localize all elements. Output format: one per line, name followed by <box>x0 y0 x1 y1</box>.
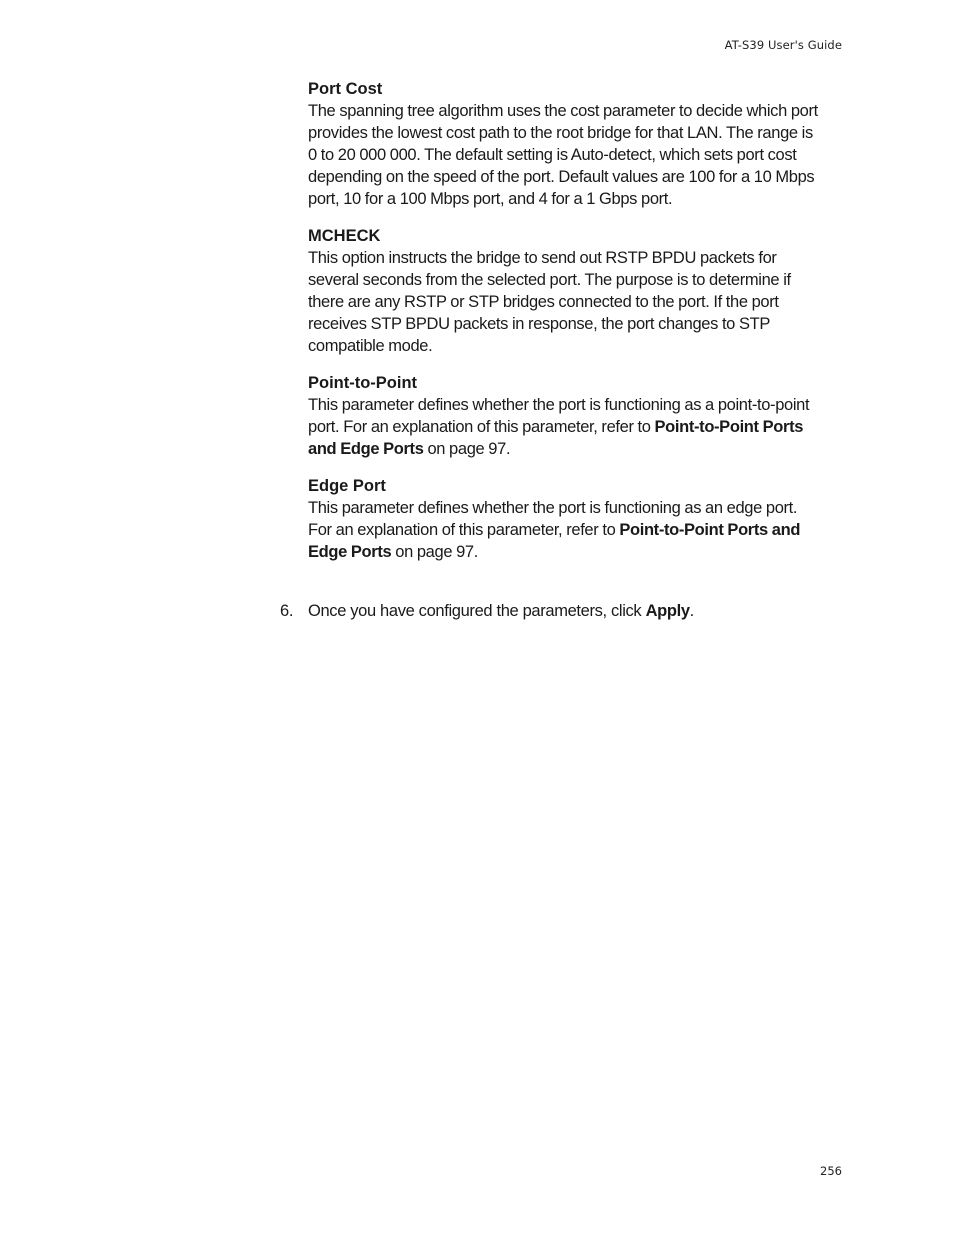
point-to-point-body-text: This parameter defines whether the port is functioning as a point-to-point port. For an explanation of this parameter, refer to <box>308 396 810 436</box>
edge-port-body <box>308 497 818 563</box>
point-to-point-page-ref: on page 97. <box>423 440 511 458</box>
step-6 <box>280 600 820 622</box>
parameter-list <box>308 78 818 578</box>
page-number: 256 <box>820 1164 842 1178</box>
edge-port-title: Edge Port <box>308 477 386 495</box>
mcheck-section <box>308 225 818 357</box>
port-cost-body: The spanning tree algorithm uses the cost parameter to decide which port provides the lowest cost path to the root bridge for that LAN. The range is 0 to 20 000 000. The default setting is Auto-detect, which sets port cost depending on the speed of the port. Default values are 100 for a 10 Mbps port, 10 for a 100 Mbps port, and 4 for a 1 Gbps port. <box>308 102 818 208</box>
step-text-end: . <box>689 602 694 620</box>
step-text: Once you have configured the parameters, click <box>308 602 646 620</box>
point-to-point-title: Point-to-Point <box>308 374 418 392</box>
mcheck-body: This option instructs the bridge to send out RSTP BPDU packets for several seconds from the selected port. The purpose is to determine if there are any RSTP or STP bridges connected to the port. If the port receives STP BPDU packets in response, the port changes to STP compatible mode. <box>308 249 791 355</box>
apply-reference: Apply <box>645 602 690 620</box>
mcheck-title: MCHECK <box>308 227 381 245</box>
step-number: 6. <box>280 602 294 620</box>
edge-port-body-text: This parameter defines whether the port is functioning as an edge port. For an explanation of this parameter, refer to <box>308 499 798 539</box>
edge-port-page-ref: on page 97. <box>391 543 478 561</box>
point-to-point-reference-link[interactable]: Point-to-Point Ports and Edge Ports <box>308 418 804 458</box>
port-cost-title: Port Cost <box>308 80 383 98</box>
point-to-point-section <box>308 372 818 460</box>
edge-port-reference-link[interactable]: Point-to-Point Ports and Edge Ports <box>308 521 801 561</box>
edge-port-section <box>308 475 818 563</box>
running-header: AT-S39 User's Guide <box>724 38 842 52</box>
port-cost-section <box>308 78 818 210</box>
point-to-point-body <box>308 394 818 460</box>
